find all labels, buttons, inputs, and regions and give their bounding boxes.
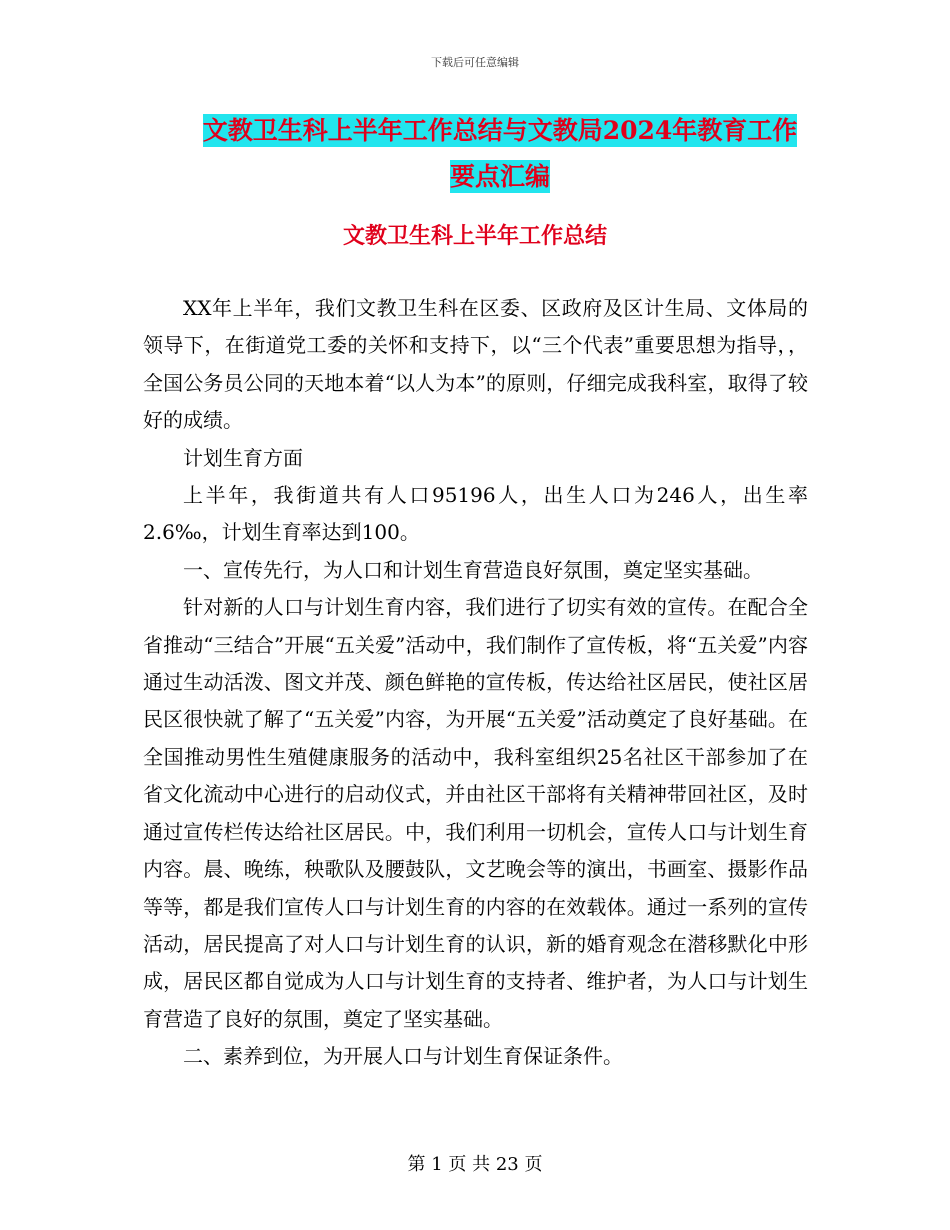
page-footer: 第 1 页 共 23 页 (407, 1154, 543, 1175)
paragraph-point-one: 一、宣传先行，为人口和计划生育营造良好氛围，奠定坚实基础。 (183, 557, 763, 582)
document-title-line1: 文教卫生科上半年工作总结与文教局2024年教育工作 (202, 116, 798, 145)
paragraph-population-stats: 上半年，我街道共有人口95196人，出生人口为246人，出生率2.6‰，计划生育率达到100。 (143, 483, 808, 545)
paragraph-publicity: 针对新的人口与计划生育内容，我们进行了切实有效的宣传。在配合全省推动“三结合”开展“五关爱”活动中，我们制作了宣传板，将“五关爱”内容通过生动活泼、图文并茂、颜色鲜艳的宣传板，传达给社区居民，使社区居民区很快就了解了“五关爱”内容，为开展“五关爱”活动奠定了良好基础。在全国推动男性生殖健康服务的活动中，我科室组织25名社区干部参加了在省文化流动中心进行的启动仪式，并由社区干部将有关精神带回社区，及时通过宣传栏传达给社区居民。中，我们利用一切机会，宣传人口与计划生育内容。晨、晚练，秧歌队及腰鼓队，文艺晚会等的演出，书画室、摄影作品等等，都是我们宣传人口与计划生育的内容的在效载体。通过一系列的宣传活动，居民提高了对人口与计划生育的认识，新的婚育观念在潜移默化中形成，居民区都自觉成为人口与计划生育的支持者、维护者，为人口与计划生育营造了良好的氛围，奠定了坚实基础。 (143, 595, 808, 1031)
body-text (143, 290, 808, 1076)
paragraph-intro: XX年上半年，我们文教卫生科在区委、区政府及区计生局、文体局的领导下，在街道党工委的关怀和支持下，以“三个代表”重要思想为指导，，全国公务员公同的天地本着“以人为本”的原则，仔细完成我科室，取得了较好的成绩。 (143, 296, 808, 433)
document-title-line2: 要点汇编 (449, 162, 550, 191)
paragraph-point-two: 二、素养到位，为开展人口与计划生育保证条件。 (183, 1044, 623, 1069)
document-title (150, 108, 850, 200)
paragraph-heading-family-planning: 计划生育方面 (183, 445, 303, 470)
section-title: 文教卫生科上半年工作总结 (342, 223, 607, 249)
header-note: 下载后可任意编辑 (431, 56, 519, 69)
